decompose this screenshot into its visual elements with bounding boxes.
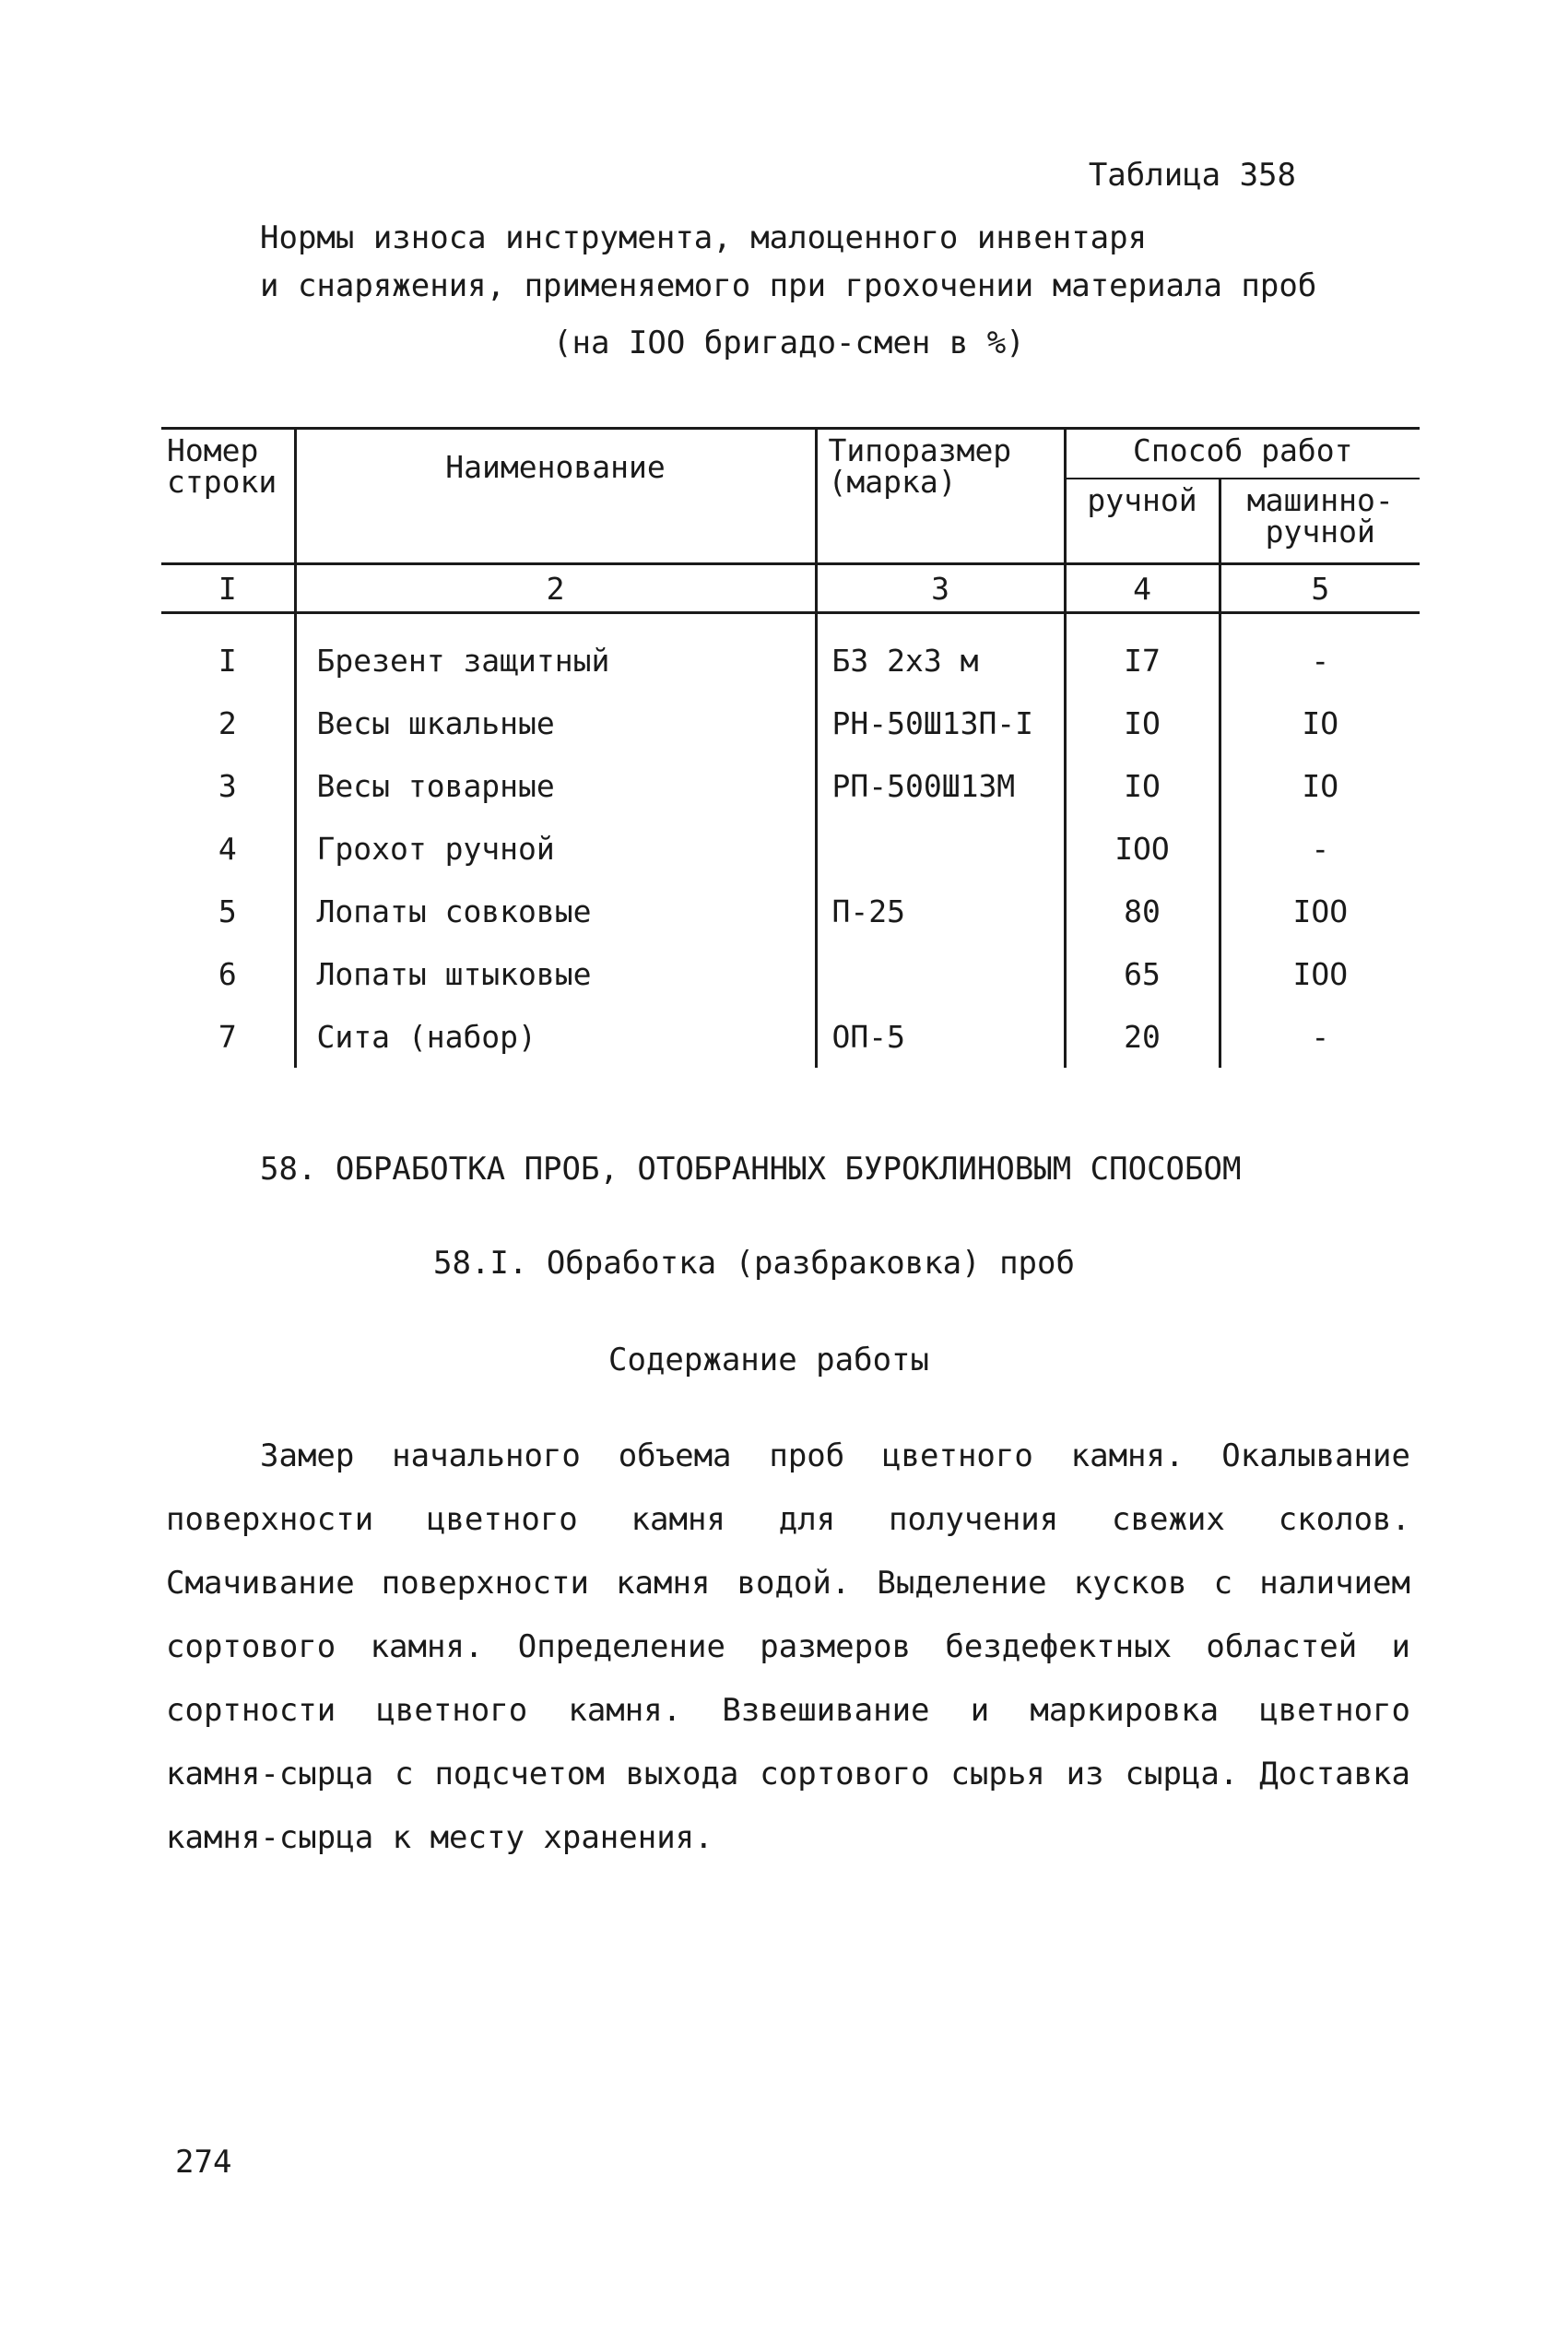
column-number: I bbox=[161, 564, 295, 613]
table-units: (на IOO бригадо-смен в %) bbox=[553, 325, 1025, 361]
manual-value: IO bbox=[1065, 754, 1220, 817]
item-name: Весы товарные bbox=[295, 754, 816, 817]
table-row bbox=[161, 880, 1420, 942]
table-row bbox=[161, 942, 1420, 1005]
item-name: Весы шкальные bbox=[295, 692, 816, 754]
manual-value: IOO bbox=[1065, 817, 1220, 880]
header-name: Наименование bbox=[295, 429, 816, 564]
content-title: Содержание работы bbox=[608, 1342, 929, 1378]
table-row bbox=[161, 1005, 1420, 1068]
table-caption bbox=[260, 214, 1316, 310]
item-type: РП-500Ш13М bbox=[816, 754, 1065, 817]
manual-value: 80 bbox=[1065, 880, 1220, 942]
header-manual: ручной bbox=[1065, 479, 1220, 564]
item-type bbox=[816, 942, 1065, 1005]
item-type bbox=[816, 817, 1065, 880]
machine-value: IOO bbox=[1220, 880, 1420, 942]
machine-value: IOO bbox=[1220, 942, 1420, 1005]
item-type: РН-50Ш13П-I bbox=[816, 692, 1065, 754]
column-number: 2 bbox=[295, 564, 816, 613]
row-number: 6 bbox=[218, 955, 237, 992]
header-machine: машинно-ручной bbox=[1220, 479, 1420, 564]
machine-value: - bbox=[1220, 1005, 1420, 1068]
table-label: Таблица 358 bbox=[1088, 157, 1296, 194]
row-number: 7 bbox=[218, 1018, 237, 1055]
manual-value: 20 bbox=[1065, 1005, 1220, 1068]
machine-value: - bbox=[1220, 613, 1420, 692]
caption-line-2: и снаряжения, применяемого при грохочении материала проб bbox=[260, 267, 1317, 304]
table-row bbox=[161, 817, 1420, 880]
row-number: 2 bbox=[218, 704, 237, 741]
item-name: Сита (набор) bbox=[295, 1005, 816, 1068]
header-method: Способ работ bbox=[1065, 429, 1420, 479]
item-type: БЗ 2х3 м bbox=[816, 613, 1065, 692]
item-name: Брезент защитный bbox=[295, 613, 816, 692]
table-row bbox=[161, 692, 1420, 754]
table-row bbox=[161, 754, 1420, 817]
column-number-row bbox=[161, 564, 1420, 613]
page-number: 274 bbox=[175, 2144, 232, 2181]
item-type: ОП-5 bbox=[816, 1005, 1065, 1068]
norms-table bbox=[161, 427, 1420, 1068]
row-number: I bbox=[218, 642, 237, 679]
header-type: Типоразмер (марка) bbox=[816, 429, 1065, 564]
machine-value: IO bbox=[1220, 692, 1420, 754]
row-number: 3 bbox=[218, 767, 237, 804]
column-number: 3 bbox=[816, 564, 1065, 613]
subsection-title: 58.I. Обработка (разбраковка) проб bbox=[433, 1245, 1075, 1282]
table-row bbox=[161, 613, 1420, 692]
item-name: Лопаты совковые bbox=[295, 880, 816, 942]
section-title: 58. ОБРАБОТКА ПРОБ, ОТОБРАННЫХ БУРОКЛИНОВЫМ СПОСОБОМ bbox=[260, 1151, 1242, 1188]
header-row-number: Номер строки bbox=[161, 429, 295, 564]
item-name: Лопаты штыковые bbox=[295, 942, 816, 1005]
row-number: 5 bbox=[218, 893, 237, 929]
caption-line-1: Нормы износа инструмента, малоценного инвентаря bbox=[260, 219, 1148, 256]
machine-value: - bbox=[1220, 817, 1420, 880]
manual-value: I7 bbox=[1065, 613, 1220, 692]
row-number: 4 bbox=[218, 830, 237, 867]
column-number: 5 bbox=[1220, 564, 1420, 613]
manual-value: IO bbox=[1065, 692, 1220, 754]
item-name: Грохот ручной bbox=[295, 817, 816, 880]
machine-value: IO bbox=[1220, 754, 1420, 817]
work-description-paragraph: Замер начального объема проб цветного камня. Окалывание поверхности цветного камня для получения свежих сколов. Смачивание поверхности камня водой. Выделение кусков с наличием сортового камня. Определение размеров бездефектных областей и сортности цветного камня. Взвешивание и маркировка цветного камня-сырца с подсчетом выхода сортового сырья из сырца. Доставка камня-сырца к месту хранения. bbox=[166, 1437, 1410, 1856]
column-number: 4 bbox=[1065, 564, 1220, 613]
item-type: П-25 bbox=[816, 880, 1065, 942]
manual-value: 65 bbox=[1065, 942, 1220, 1005]
